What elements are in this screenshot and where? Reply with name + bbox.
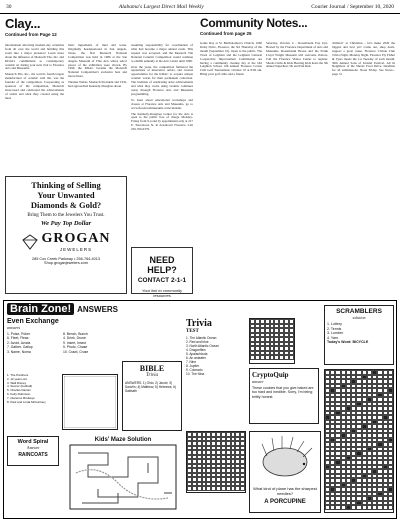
cryptoquip-title: CryptoQuip <box>252 371 289 379</box>
paper-name: Alabama's Largest Direct Mail Weekly <box>118 3 204 10</box>
scramblers <box>324 305 394 365</box>
clay-text: Monarch Tile, Inc., the world's fourth largest manufacturer of ceramic wall tile, was the founder of the competition. Cooperating as sponsors of the competition, Monarch showcased and celebrated the achievements of artists and what they created using the most <box>5 72 64 100</box>
brain-zone-title: Brain Zone! <box>7 303 74 315</box>
grogan-jewelers-ad <box>5 176 127 294</box>
list-item: 9. Insert, Insect <box>63 340 87 345</box>
community-column-3: children" at Christmas - let's make 2020 the biggest and best yet! Come out, shop deals, support a great cause. Florence Civitan Club Trivia Night, Monday Night. Florence Fly Fisher & Tyers meets the 1st Tuesday of each month. 30th Annual Sons of Ireland Festival. All In Neighbors of the Shoals Food Drive. Deadline for all submissions: Noon Friday. See Notes... page 31 <box>332 41 395 77</box>
clay-text: The Kennedy-Douglass Center for the Arts is open to the public free of charge Monday-Friday from 9-4 and by appointment only at 217 E. Tuscaloosa St. in downtown Florence. Call 256-760-6379. <box>131 111 193 132</box>
list-item: 5. Charles Darwin <box>7 388 31 393</box>
maze-title: Kids' Maze Solution <box>94 437 152 443</box>
clay-text: international attracting modern-day ceramists from all over the world and building this event into a major presence! Learn more about the influence of Monarch Tile, Inc. and KDACs commitment to contemporary ceramic art during your next visit to Florence Arts and Museums. <box>5 43 64 71</box>
word-search-grid <box>186 431 246 493</box>
kids-maze <box>64 437 182 517</box>
porcupine-icon <box>252 434 318 482</box>
list-item: 1. Lottery <box>327 322 342 326</box>
sharpest-needles-puzzle <box>249 431 321 513</box>
list-item: 9. Colorado <box>186 368 203 372</box>
clay-article <box>5 16 195 39</box>
list-item: 3. North Atlantic Ocean <box>186 344 219 348</box>
answers-label: ANSWERS <box>77 304 119 314</box>
page-header <box>0 0 400 14</box>
bible-title: BIBLE <box>139 364 165 373</box>
community-title: Community Notes... <box>200 16 308 30</box>
list-item: 6. Fleet, Fleas <box>7 336 29 341</box>
even-exchange-sub: answers <box>7 325 21 330</box>
list-item: 10. Crawl, Cruse <box>63 349 89 354</box>
crossword-grid <box>62 374 118 430</box>
list-item: 1. Poise, Poker <box>7 332 30 336</box>
list-item: 2. Tennis <box>327 326 342 331</box>
community-column-1: Game Day at St. Bartholomew's Church, 1660 Daisy Drive, Florence, the 3rd Thursday of the month (September 10). Open to the public. The Town of Leighton and the Leighton Cultural Cooperative Improvement Commission are having a community cleanup day at the Old Leighton School. 6th Annual Florence Cotton Club Golf Tournament, October 10 at 8:00 am. Bring your golf clubs and a friend. <box>200 41 262 77</box>
need-help-tag: Your link to community resources <box>141 288 183 298</box>
list-item: 2. 12 years old <box>7 376 27 381</box>
word-spiral-sub: Answer <box>26 445 40 450</box>
need-help-sub: CONTACT 2-1-1 <box>137 277 187 284</box>
clay-column-2 <box>68 44 127 89</box>
clay-column-1 <box>5 44 64 101</box>
even-exchange <box>7 318 119 354</box>
trivia-title: Trivia <box>186 318 212 329</box>
ad-line: Your Unwanted <box>37 190 95 200</box>
ad-address: 285 Cox Creek Parkway • 256-764-4013 <box>31 257 101 261</box>
list-item: 6. Kelly Robinson <box>7 391 31 396</box>
clay-title: Clay... <box>5 16 41 31</box>
grid-cell <box>289 355 294 360</box>
puzzles-section <box>3 300 397 519</box>
clay-text: Thomas Weber, Monarch President and CEO, had approached Kennedy-Douglass about <box>68 80 127 89</box>
list-item: 7. Gather, Gallop <box>7 345 33 350</box>
bible-trivia <box>122 361 182 431</box>
need-help-ad <box>131 247 193 298</box>
fill-in-grid <box>324 369 394 513</box>
list-item: 2. Red and blue <box>186 340 209 344</box>
trivia-answers <box>186 336 246 376</box>
even-exchange-list <box>7 332 119 354</box>
word-spiral-word: RAINCOATS <box>18 452 48 458</box>
list-item: 6. An anteater <box>186 356 206 360</box>
list-item: 5. Apalachicola <box>186 352 208 356</box>
list-item: 5. Photo, Chase <box>63 345 88 350</box>
community-continued: Continued from page 25 <box>200 31 252 36</box>
ad-website[interactable]: Shop.groganjewelers.com <box>44 261 88 265</box>
clay-continued: Continued from Page 12 <box>5 32 57 37</box>
fill-in-cells <box>325 370 393 510</box>
grid-cell <box>240 486 245 491</box>
list-item: 7. Nine <box>186 360 197 364</box>
list-item: 4. Drink, Drone <box>63 336 86 341</box>
bible-answers: ANSWERS: 1) Ohio; 2) Jacob; 3) Sarah's; 4) Matthew; 5) Hebrews; 6) Sabbath <box>125 381 176 393</box>
list-item: 3. Name, Noma <box>7 349 31 354</box>
brand-sub: JEWELERS <box>59 247 93 252</box>
list-item: 3. Lumber <box>327 331 344 336</box>
list-item: 3. Walt Disney <box>7 380 27 385</box>
grid-cell <box>388 505 393 510</box>
scramblers-sub: solution <box>352 315 366 320</box>
clay-text: basic ingredients of mud and water. Originally headquartered in San Angelo, Texas, the first Monarch National Competition was held in 1986 at the San Angelo Museum of Fine Arts where select pieces of the exhibition were shown. By 1990, the KDAC became the Monarch National Competition's exclusive host and moved here. <box>68 43 127 79</box>
need-help-head: NEED HELP? <box>147 255 177 275</box>
word-search-cells <box>187 432 245 491</box>
crossword-icon <box>64 376 116 428</box>
clay-text: To learn about educational workshops and classes at Florence Arts and Museums, go to www.florencealmuseums.com/calendar. <box>131 97 193 110</box>
page-number: 30 <box>6 3 12 10</box>
ad-logo <box>9 231 123 252</box>
scramblers-list <box>327 322 391 345</box>
diamond-icon <box>22 234 38 250</box>
clay-text: assuming responsibility for coordination of what had become a major annual event. This request was accepted, and the Monarch Tile National Ceramic Competition would continue to exhibit annually at the Arts Center until 1999. <box>131 43 193 63</box>
list-item: 8. Jupiter <box>186 364 200 368</box>
list-item: 7. Clarence Birdseye <box>7 395 35 400</box>
cryptoquip-answer: These cookies that you give baked are too hard and inedible. Sorry, I'm being brittly honest. <box>252 386 314 399</box>
ad-line: Thinking of Selling <box>31 180 101 190</box>
list-item: 4. Yarn <box>327 335 339 340</box>
ad-line: Diamonds & Gold? <box>30 200 102 210</box>
trivia-test <box>186 318 246 376</box>
maze-icon <box>68 443 178 511</box>
word-spiral <box>7 436 59 466</box>
list-item: 1. The Panthers <box>7 373 29 377</box>
list-item: 1. The Atlantic Ocean <box>186 336 217 340</box>
puzzle-answer: A PORCUPINE <box>264 498 306 505</box>
sudoku-cells <box>250 319 294 360</box>
list-item: 8. Bench, Bunch <box>63 332 88 336</box>
list-item: 2. Avoid, Avoda <box>7 340 31 345</box>
ad-body: Bring Them to the Jewelers You Trust. <box>27 213 105 218</box>
ad-headline <box>9 180 123 210</box>
bible-sub: Trivia <box>146 373 158 378</box>
clay-column-3 <box>131 44 193 132</box>
cryptoquip-sub: answer <box>252 379 264 384</box>
brand-name: GROGAN <box>41 231 111 246</box>
list-item: 8. Paul and Linda McCartney <box>7 399 46 404</box>
puzzle-question: What kind of plane has the sharpest needles? <box>253 486 317 496</box>
brain-zone-banner <box>7 303 118 315</box>
cryptoquip <box>249 368 319 424</box>
list-item: 10. The Nina <box>186 372 205 376</box>
ad-tagline: We Pay Top Dollar <box>40 220 92 227</box>
word-spiral-title: Word Spiral <box>17 439 49 445</box>
clay-text: Over the years, the competition furthered the reputations of innovative artists, and created opportunities for the KDAC to acquire unique ceramic works for their permanent collection. The tradition of celebrating artist achievements and what they create using ceramic continues today through Florence Arts and Museums programming. <box>131 64 193 96</box>
history-answers <box>7 374 59 404</box>
issue-date: Courier Journal / September 10, 2020 <box>311 3 394 10</box>
community-column-2: Saturday, October 4 - Rosenbaum Pop Ups. Hosted by the Florence Department of Arts and Museums. Rosenbaum House and the Frank Lloyd Wright Museum will welcome visitors. Call the Florence Visitor Center to register. Shoals Clubs & Kids Hearing Kids hosts the 5th annual Superhero 5K and Fun Run. <box>266 41 328 69</box>
scramblers-title: SCRAMBLERS <box>336 308 382 315</box>
community-notes <box>200 16 395 38</box>
list-item: 4. Soccer (football) <box>7 384 33 389</box>
sudoku-grid <box>249 318 295 364</box>
even-exchange-title: Even Exchange <box>7 318 59 325</box>
trivia-sub: TEST <box>186 329 199 334</box>
list-item: Today's Word: BICYCLE <box>327 340 369 345</box>
list-item: 4. Dragonflies <box>186 348 206 352</box>
